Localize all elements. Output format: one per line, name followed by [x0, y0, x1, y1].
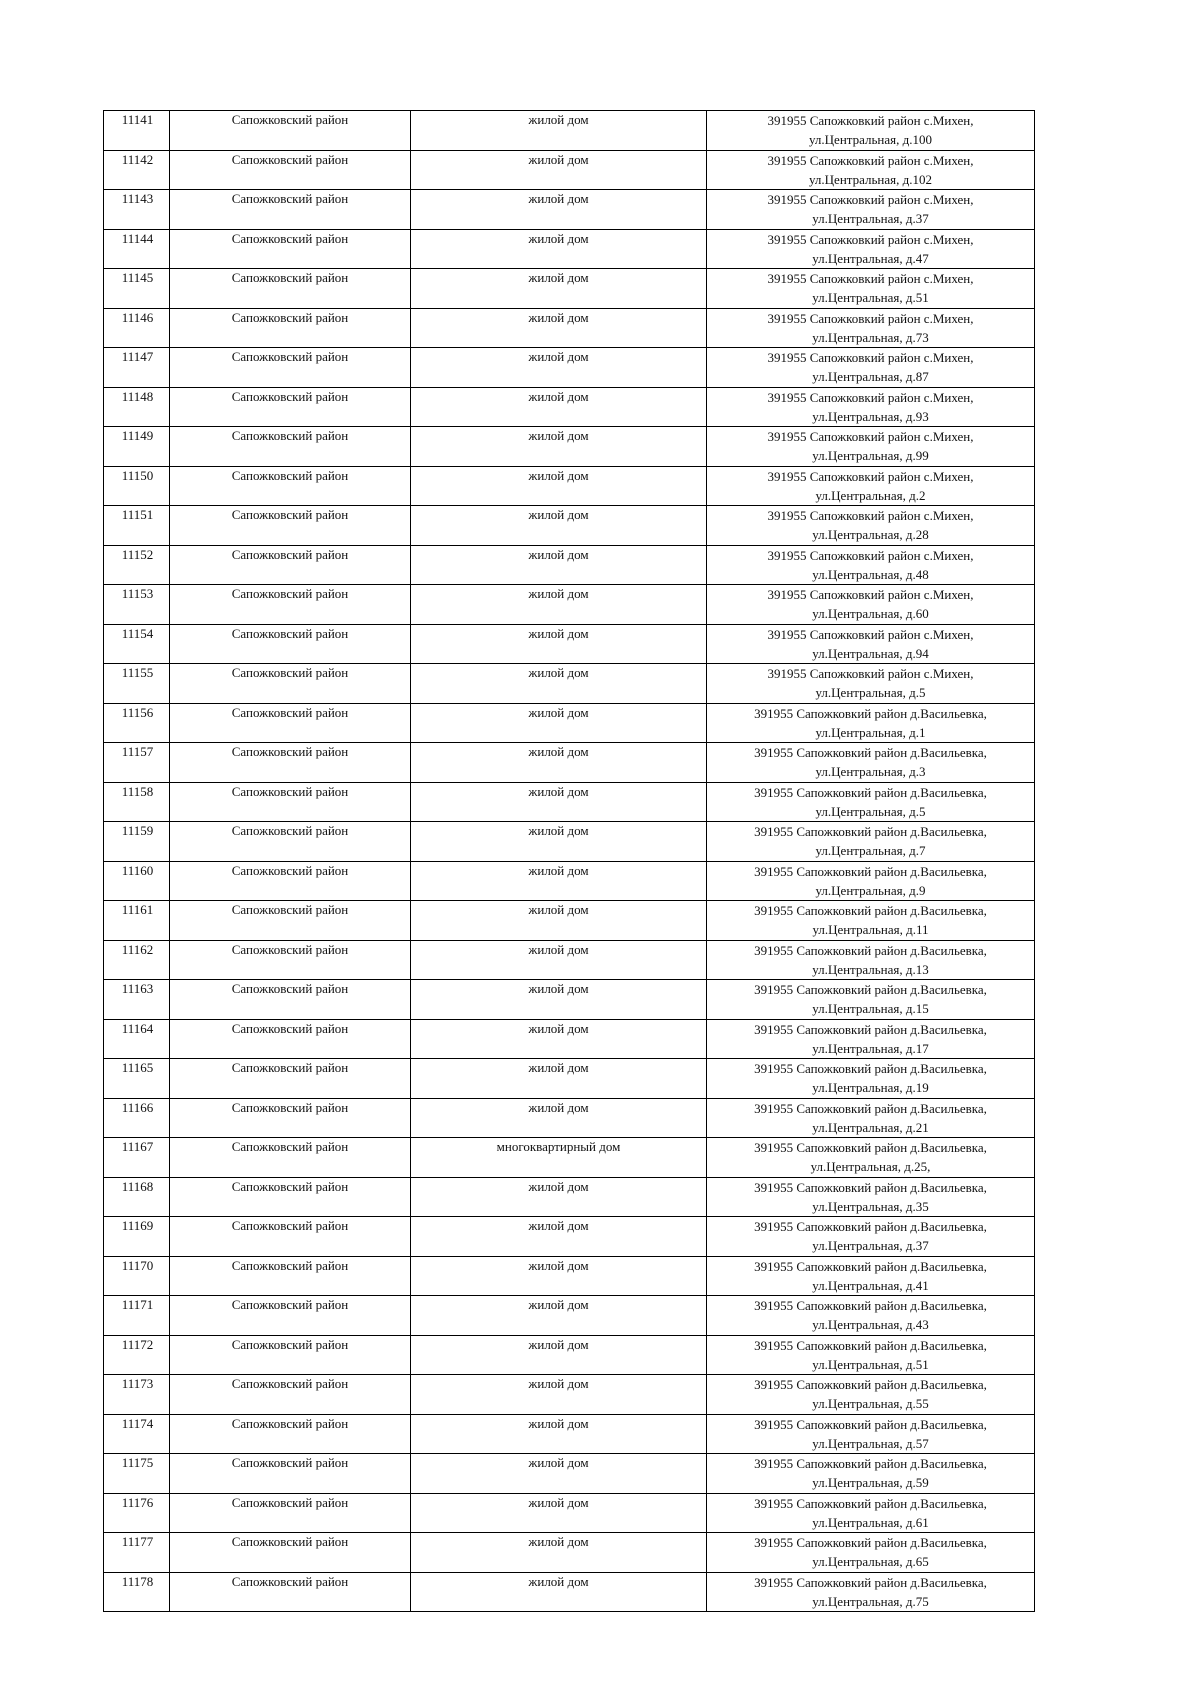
district-name: Сапожковский район: [170, 1177, 411, 1217]
table-row: [104, 743, 1035, 783]
address-line-2: ул.Центральная, д.99: [812, 448, 929, 463]
district-name: Сапожковский район: [170, 229, 411, 269]
address: [707, 782, 1035, 822]
building-type: жилой дом: [411, 269, 707, 309]
record-number: 11173: [104, 1375, 170, 1415]
district-name: Сапожковский район: [170, 1572, 411, 1612]
address-line-1: 391955 Сапожковкий район д.Васильевка,: [754, 1377, 987, 1392]
table-row: [104, 1572, 1035, 1612]
record-number: 11158: [104, 782, 170, 822]
district-name: Сапожковский район: [170, 1533, 411, 1573]
address: [707, 1059, 1035, 1099]
table-row: [104, 1138, 1035, 1178]
table-row: [104, 1256, 1035, 1296]
district-name: Сапожковский район: [170, 466, 411, 506]
address: [707, 585, 1035, 625]
address-line-1: 391955 Сапожковкий район д.Васильевка,: [754, 942, 987, 958]
address-line-1: 391955 Сапожковкий район с.Михен,: [767, 310, 974, 326]
building-type: жилой дом: [411, 1098, 707, 1138]
address-line-2: ул.Центральная, д.87: [812, 369, 929, 384]
address-line-2: ул.Центральная, д.51: [812, 290, 929, 305]
record-number: 11177: [104, 1533, 170, 1573]
address-line-2: ул.Центральная, д.100: [809, 132, 932, 147]
address-line-2: ул.Центральная, д.59: [812, 1475, 929, 1490]
address: [707, 1217, 1035, 1257]
table-row: [104, 1177, 1035, 1217]
record-number: 11169: [104, 1217, 170, 1257]
address-line-1: 391955 Сапожковкий район д.Васильевка,: [754, 1574, 987, 1590]
address-line-1: 391955 Сапожковкий район с.Михен,: [767, 468, 974, 484]
district-name: Сапожковский район: [170, 150, 411, 190]
building-type: жилой дом: [411, 1414, 707, 1454]
record-number: 11165: [104, 1059, 170, 1099]
address-line-1: 391955 Сапожковкий район д.Васильевка,: [754, 745, 987, 760]
district-name: Сапожковский район: [170, 940, 411, 980]
table-row: [104, 980, 1035, 1020]
building-type: жилой дом: [411, 822, 707, 862]
table-row: [104, 1019, 1035, 1059]
address-line-2: ул.Центральная, д.11: [812, 922, 929, 937]
district-name: Сапожковский район: [170, 1414, 411, 1454]
address-line-1: 391955 Сапожковкий район с.Михен,: [767, 113, 974, 128]
record-number: 11159: [104, 822, 170, 862]
building-type: жилой дом: [411, 150, 707, 190]
table-row: [104, 1454, 1035, 1494]
record-number: 11145: [104, 269, 170, 309]
record-number: 11147: [104, 348, 170, 388]
address-line-1: 391955 Сапожковкий район д.Васильевка,: [754, 1456, 987, 1471]
table-body: [104, 111, 1035, 1612]
address-line-2: ул.Центральная, д.37: [812, 1238, 929, 1253]
address-line-1: 391955 Сапожковкий район с.Михен,: [767, 350, 974, 365]
district-name: Сапожковский район: [170, 427, 411, 467]
record-number: 11178: [104, 1572, 170, 1612]
address-line-1: 391955 Сапожковкий район с.Михен,: [767, 271, 974, 286]
address-line-1: 391955 Сапожковкий район д.Васильевка,: [754, 1140, 987, 1155]
address-line-2: ул.Центральная, д.5: [815, 685, 926, 700]
address-line-2: ул.Центральная, д.5: [815, 803, 926, 819]
address: [707, 1256, 1035, 1296]
building-type: жилой дом: [411, 1059, 707, 1099]
address-line-2: ул.Центральная, д.2: [815, 487, 926, 503]
address: [707, 822, 1035, 862]
address: [707, 1572, 1035, 1612]
table-row: [104, 427, 1035, 467]
address-line-2: ул.Центральная, д.65: [812, 1554, 929, 1569]
district-name: Сапожковский район: [170, 1217, 411, 1257]
address-line-2: ул.Центральная, д.43: [812, 1317, 929, 1332]
address-line-2: ул.Центральная, д.15: [812, 1001, 929, 1016]
address-line-1: 391955 Сапожковкий район с.Михен,: [767, 192, 974, 207]
building-type: жилой дом: [411, 940, 707, 980]
building-type: жилой дом: [411, 861, 707, 901]
district-name: Сапожковский район: [170, 1493, 411, 1533]
address: [707, 1138, 1035, 1178]
address-line-1: 391955 Сапожковкий район с.Михен,: [767, 152, 974, 168]
address: [707, 624, 1035, 664]
address-line-1: 391955 Сапожковкий район д.Васильевка,: [754, 1061, 987, 1076]
record-number: 11170: [104, 1256, 170, 1296]
district-name: Сапожковский район: [170, 782, 411, 822]
address-line-2: ул.Центральная, д.7: [815, 843, 926, 858]
address-line-2: ул.Центральная, д.3: [815, 764, 926, 779]
record-number: 11150: [104, 466, 170, 506]
address-line-1: 391955 Сапожковкий район с.Михен,: [767, 429, 974, 444]
address: [707, 190, 1035, 230]
address-line-1: 391955 Сапожковкий район с.Михен,: [767, 587, 974, 602]
district-name: Сапожковский район: [170, 1098, 411, 1138]
address: [707, 980, 1035, 1020]
building-type: жилой дом: [411, 664, 707, 704]
table-row: [104, 822, 1035, 862]
building-type: жилой дом: [411, 1375, 707, 1415]
district-name: Сапожковский район: [170, 387, 411, 427]
address-line-2: ул.Центральная, д.41: [812, 1277, 929, 1293]
address: [707, 308, 1035, 348]
record-number: 11151: [104, 506, 170, 546]
building-type: жилой дом: [411, 585, 707, 625]
address: [707, 111, 1035, 151]
building-type: жилой дом: [411, 111, 707, 151]
building-type: жилой дом: [411, 308, 707, 348]
table-row: [104, 1217, 1035, 1257]
table-row: [104, 1296, 1035, 1336]
record-number: 11176: [104, 1493, 170, 1533]
district-name: Сапожковский район: [170, 1059, 411, 1099]
address: [707, 1533, 1035, 1573]
record-number: 11171: [104, 1296, 170, 1336]
address-line-2: ул.Центральная, д.19: [812, 1080, 929, 1095]
district-name: Сапожковский район: [170, 1296, 411, 1336]
table-row: [104, 624, 1035, 664]
address-line-2: ул.Центральная, д.48: [812, 566, 929, 582]
address-line-2: ул.Центральная, д.37: [812, 211, 929, 226]
building-type: жилой дом: [411, 545, 707, 585]
address: [707, 150, 1035, 190]
table-row: [104, 861, 1035, 901]
record-number: 11153: [104, 585, 170, 625]
table-row: [104, 1335, 1035, 1375]
table-row: [104, 111, 1035, 151]
address-line-2: ул.Центральная, д.57: [812, 1435, 929, 1451]
address-line-1: 391955 Сапожковкий район с.Михен,: [767, 389, 974, 405]
building-type: жилой дом: [411, 1256, 707, 1296]
record-number: 11144: [104, 229, 170, 269]
district-name: Сапожковский район: [170, 111, 411, 151]
address-line-2: ул.Центральная, д.28: [812, 527, 929, 542]
address: [707, 466, 1035, 506]
table-row: [104, 269, 1035, 309]
address: [707, 1414, 1035, 1454]
district-name: Сапожковский район: [170, 1138, 411, 1178]
building-type: жилой дом: [411, 1335, 707, 1375]
address-line-1: 391955 Сапожковкий район д.Васильевка,: [754, 903, 987, 918]
address-line-2: ул.Центральная, д.61: [812, 1514, 929, 1530]
record-number: 11163: [104, 980, 170, 1020]
address-line-1: 391955 Сапожковкий район д.Васильевка,: [754, 1258, 987, 1274]
address: [707, 1375, 1035, 1415]
table-row: [104, 901, 1035, 941]
address-line-2: ул.Центральная, д.47: [812, 250, 929, 266]
building-type: многоквартирный дом: [411, 1138, 707, 1178]
table-row: [104, 190, 1035, 230]
table-row: [104, 308, 1035, 348]
record-number: 11174: [104, 1414, 170, 1454]
address-line-2: ул.Центральная, д.73: [812, 329, 929, 345]
address-line-2: ул.Центральная, д.21: [812, 1119, 929, 1135]
building-type: жилой дом: [411, 703, 707, 743]
record-number: 11155: [104, 664, 170, 704]
address-line-2: ул.Центральная, д.102: [809, 171, 932, 187]
building-type: жилой дом: [411, 980, 707, 1020]
record-number: 11142: [104, 150, 170, 190]
record-number: 11161: [104, 901, 170, 941]
address-line-1: 391955 Сапожковкий район с.Михен,: [767, 508, 974, 523]
address-line-2: ул.Центральная, д.75: [812, 1593, 929, 1609]
address-line-2: ул.Центральная, д.35: [812, 1198, 929, 1214]
address: [707, 743, 1035, 783]
record-number: 11156: [104, 703, 170, 743]
table-row: [104, 782, 1035, 822]
record-number: 11160: [104, 861, 170, 901]
address: [707, 1177, 1035, 1217]
building-type: жилой дом: [411, 427, 707, 467]
table-row: [104, 1375, 1035, 1415]
table-row: [104, 1533, 1035, 1573]
address-line-1: 391955 Сапожковкий район с.Михен,: [767, 547, 974, 563]
record-number: 11167: [104, 1138, 170, 1178]
table-row: [104, 940, 1035, 980]
building-type: жилой дом: [411, 1177, 707, 1217]
address-line-1: 391955 Сапожковкий район с.Михен,: [767, 626, 974, 642]
building-type: жилой дом: [411, 387, 707, 427]
table-row: [104, 387, 1035, 427]
record-number: 11175: [104, 1454, 170, 1494]
table-row: [104, 1059, 1035, 1099]
address: [707, 545, 1035, 585]
record-number: 11162: [104, 940, 170, 980]
building-type: жилой дом: [411, 901, 707, 941]
address-line-1: 391955 Сапожковкий район д.Васильевка,: [754, 705, 987, 721]
address: [707, 427, 1035, 467]
table-row: [104, 1098, 1035, 1138]
district-name: Сапожковский район: [170, 743, 411, 783]
housing-registry-table: [103, 110, 1035, 1612]
address-line-1: 391955 Сапожковкий район д.Васильевка,: [754, 1416, 987, 1432]
district-name: Сапожковский район: [170, 980, 411, 1020]
building-type: жилой дом: [411, 1572, 707, 1612]
address: [707, 1296, 1035, 1336]
address: [707, 1454, 1035, 1494]
building-type: жилой дом: [411, 782, 707, 822]
building-type: жилой дом: [411, 1493, 707, 1533]
district-name: Сапожковский район: [170, 348, 411, 388]
address-line-2: ул.Центральная, д.9: [815, 882, 926, 898]
building-type: жилой дом: [411, 1533, 707, 1573]
address: [707, 703, 1035, 743]
building-type: жилой дом: [411, 229, 707, 269]
district-name: Сапожковский район: [170, 901, 411, 941]
record-number: 11152: [104, 545, 170, 585]
building-type: жилой дом: [411, 1217, 707, 1257]
district-name: Сапожковский район: [170, 585, 411, 625]
table-row: [104, 703, 1035, 743]
building-type: жилой дом: [411, 466, 707, 506]
address: [707, 1493, 1035, 1533]
address-line-2: ул.Центральная, д.55: [812, 1396, 929, 1411]
table-row: [104, 664, 1035, 704]
district-name: Сапожковский район: [170, 822, 411, 862]
address-line-1: 391955 Сапожковкий район д.Васильевка,: [754, 1100, 987, 1116]
address-line-1: 391955 Сапожковкий район д.Васильевка,: [754, 1337, 987, 1353]
table-row: [104, 1414, 1035, 1454]
record-number: 11141: [104, 111, 170, 151]
address-line-1: 391955 Сапожковкий район д.Васильевка,: [754, 1535, 987, 1550]
address-line-1: 391955 Сапожковкий район с.Михен,: [767, 666, 974, 681]
table-row: [104, 466, 1035, 506]
table-row: [104, 229, 1035, 269]
address: [707, 664, 1035, 704]
address-line-2: ул.Центральная, д.60: [812, 606, 929, 621]
address: [707, 861, 1035, 901]
building-type: жилой дом: [411, 743, 707, 783]
record-number: 11146: [104, 308, 170, 348]
address-line-1: 391955 Сапожковкий район д.Васильевка,: [754, 1021, 987, 1037]
district-name: Сапожковский район: [170, 190, 411, 230]
district-name: Сапожковский район: [170, 1335, 411, 1375]
address-line-2: ул.Центральная, д.94: [812, 645, 929, 661]
table-row: [104, 1493, 1035, 1533]
address: [707, 1019, 1035, 1059]
address-line-1: 391955 Сапожковкий район д.Васильевка,: [754, 1219, 987, 1234]
district-name: Сапожковский район: [170, 861, 411, 901]
address: [707, 229, 1035, 269]
address-line-2: ул.Центральная, д.25,: [810, 1159, 931, 1174]
address-line-2: ул.Центральная, д.51: [812, 1356, 929, 1372]
district-name: Сапожковский район: [170, 1019, 411, 1059]
district-name: Сапожковский район: [170, 1256, 411, 1296]
address-line-1: 391955 Сапожковкий район д.Васильевка,: [754, 1179, 987, 1195]
district-name: Сапожковский район: [170, 1454, 411, 1494]
building-type: жилой дом: [411, 348, 707, 388]
district-name: Сапожковский район: [170, 624, 411, 664]
record-number: 11166: [104, 1098, 170, 1138]
building-type: жилой дом: [411, 190, 707, 230]
address-line-1: 391955 Сапожковкий район д.Васильевка,: [754, 863, 987, 879]
address: [707, 269, 1035, 309]
address-line-2: ул.Центральная, д.17: [812, 1040, 929, 1056]
address-line-1: 391955 Сапожковкий район с.Михен,: [767, 231, 974, 247]
district-name: Сапожковский район: [170, 545, 411, 585]
address-line-2: ул.Центральная, д.13: [812, 961, 929, 977]
address: [707, 348, 1035, 388]
district-name: Сапожковский район: [170, 664, 411, 704]
address: [707, 940, 1035, 980]
address: [707, 506, 1035, 546]
table-row: [104, 506, 1035, 546]
table-row: [104, 545, 1035, 585]
building-type: жилой дом: [411, 1019, 707, 1059]
building-type: жилой дом: [411, 506, 707, 546]
address: [707, 1098, 1035, 1138]
address-line-1: 391955 Сапожковкий район д.Васильевка,: [754, 824, 987, 839]
address: [707, 901, 1035, 941]
building-type: жилой дом: [411, 1454, 707, 1494]
address: [707, 1335, 1035, 1375]
record-number: 11143: [104, 190, 170, 230]
record-number: 11164: [104, 1019, 170, 1059]
building-type: жилой дом: [411, 624, 707, 664]
table-row: [104, 348, 1035, 388]
district-name: Сапожковский район: [170, 703, 411, 743]
district-name: Сапожковский район: [170, 506, 411, 546]
district-name: Сапожковский район: [170, 269, 411, 309]
address-line-1: 391955 Сапожковкий район д.Васильевка,: [754, 1298, 987, 1313]
district-name: Сапожковский район: [170, 1375, 411, 1415]
record-number: 11172: [104, 1335, 170, 1375]
record-number: 11149: [104, 427, 170, 467]
building-type: жилой дом: [411, 1296, 707, 1336]
record-number: 11168: [104, 1177, 170, 1217]
table-row: [104, 585, 1035, 625]
address-line-2: ул.Центральная, д.93: [812, 408, 929, 424]
address-line-1: 391955 Сапожковкий район д.Васильевка,: [754, 784, 987, 800]
record-number: 11157: [104, 743, 170, 783]
district-name: Сапожковский район: [170, 308, 411, 348]
address: [707, 387, 1035, 427]
address-line-1: 391955 Сапожковкий район д.Васильевка,: [754, 1495, 987, 1511]
address-line-1: 391955 Сапожковкий район д.Васильевка,: [754, 982, 987, 997]
record-number: 11148: [104, 387, 170, 427]
address-line-2: ул.Центральная, д.1: [815, 724, 926, 740]
record-number: 11154: [104, 624, 170, 664]
table-row: [104, 150, 1035, 190]
